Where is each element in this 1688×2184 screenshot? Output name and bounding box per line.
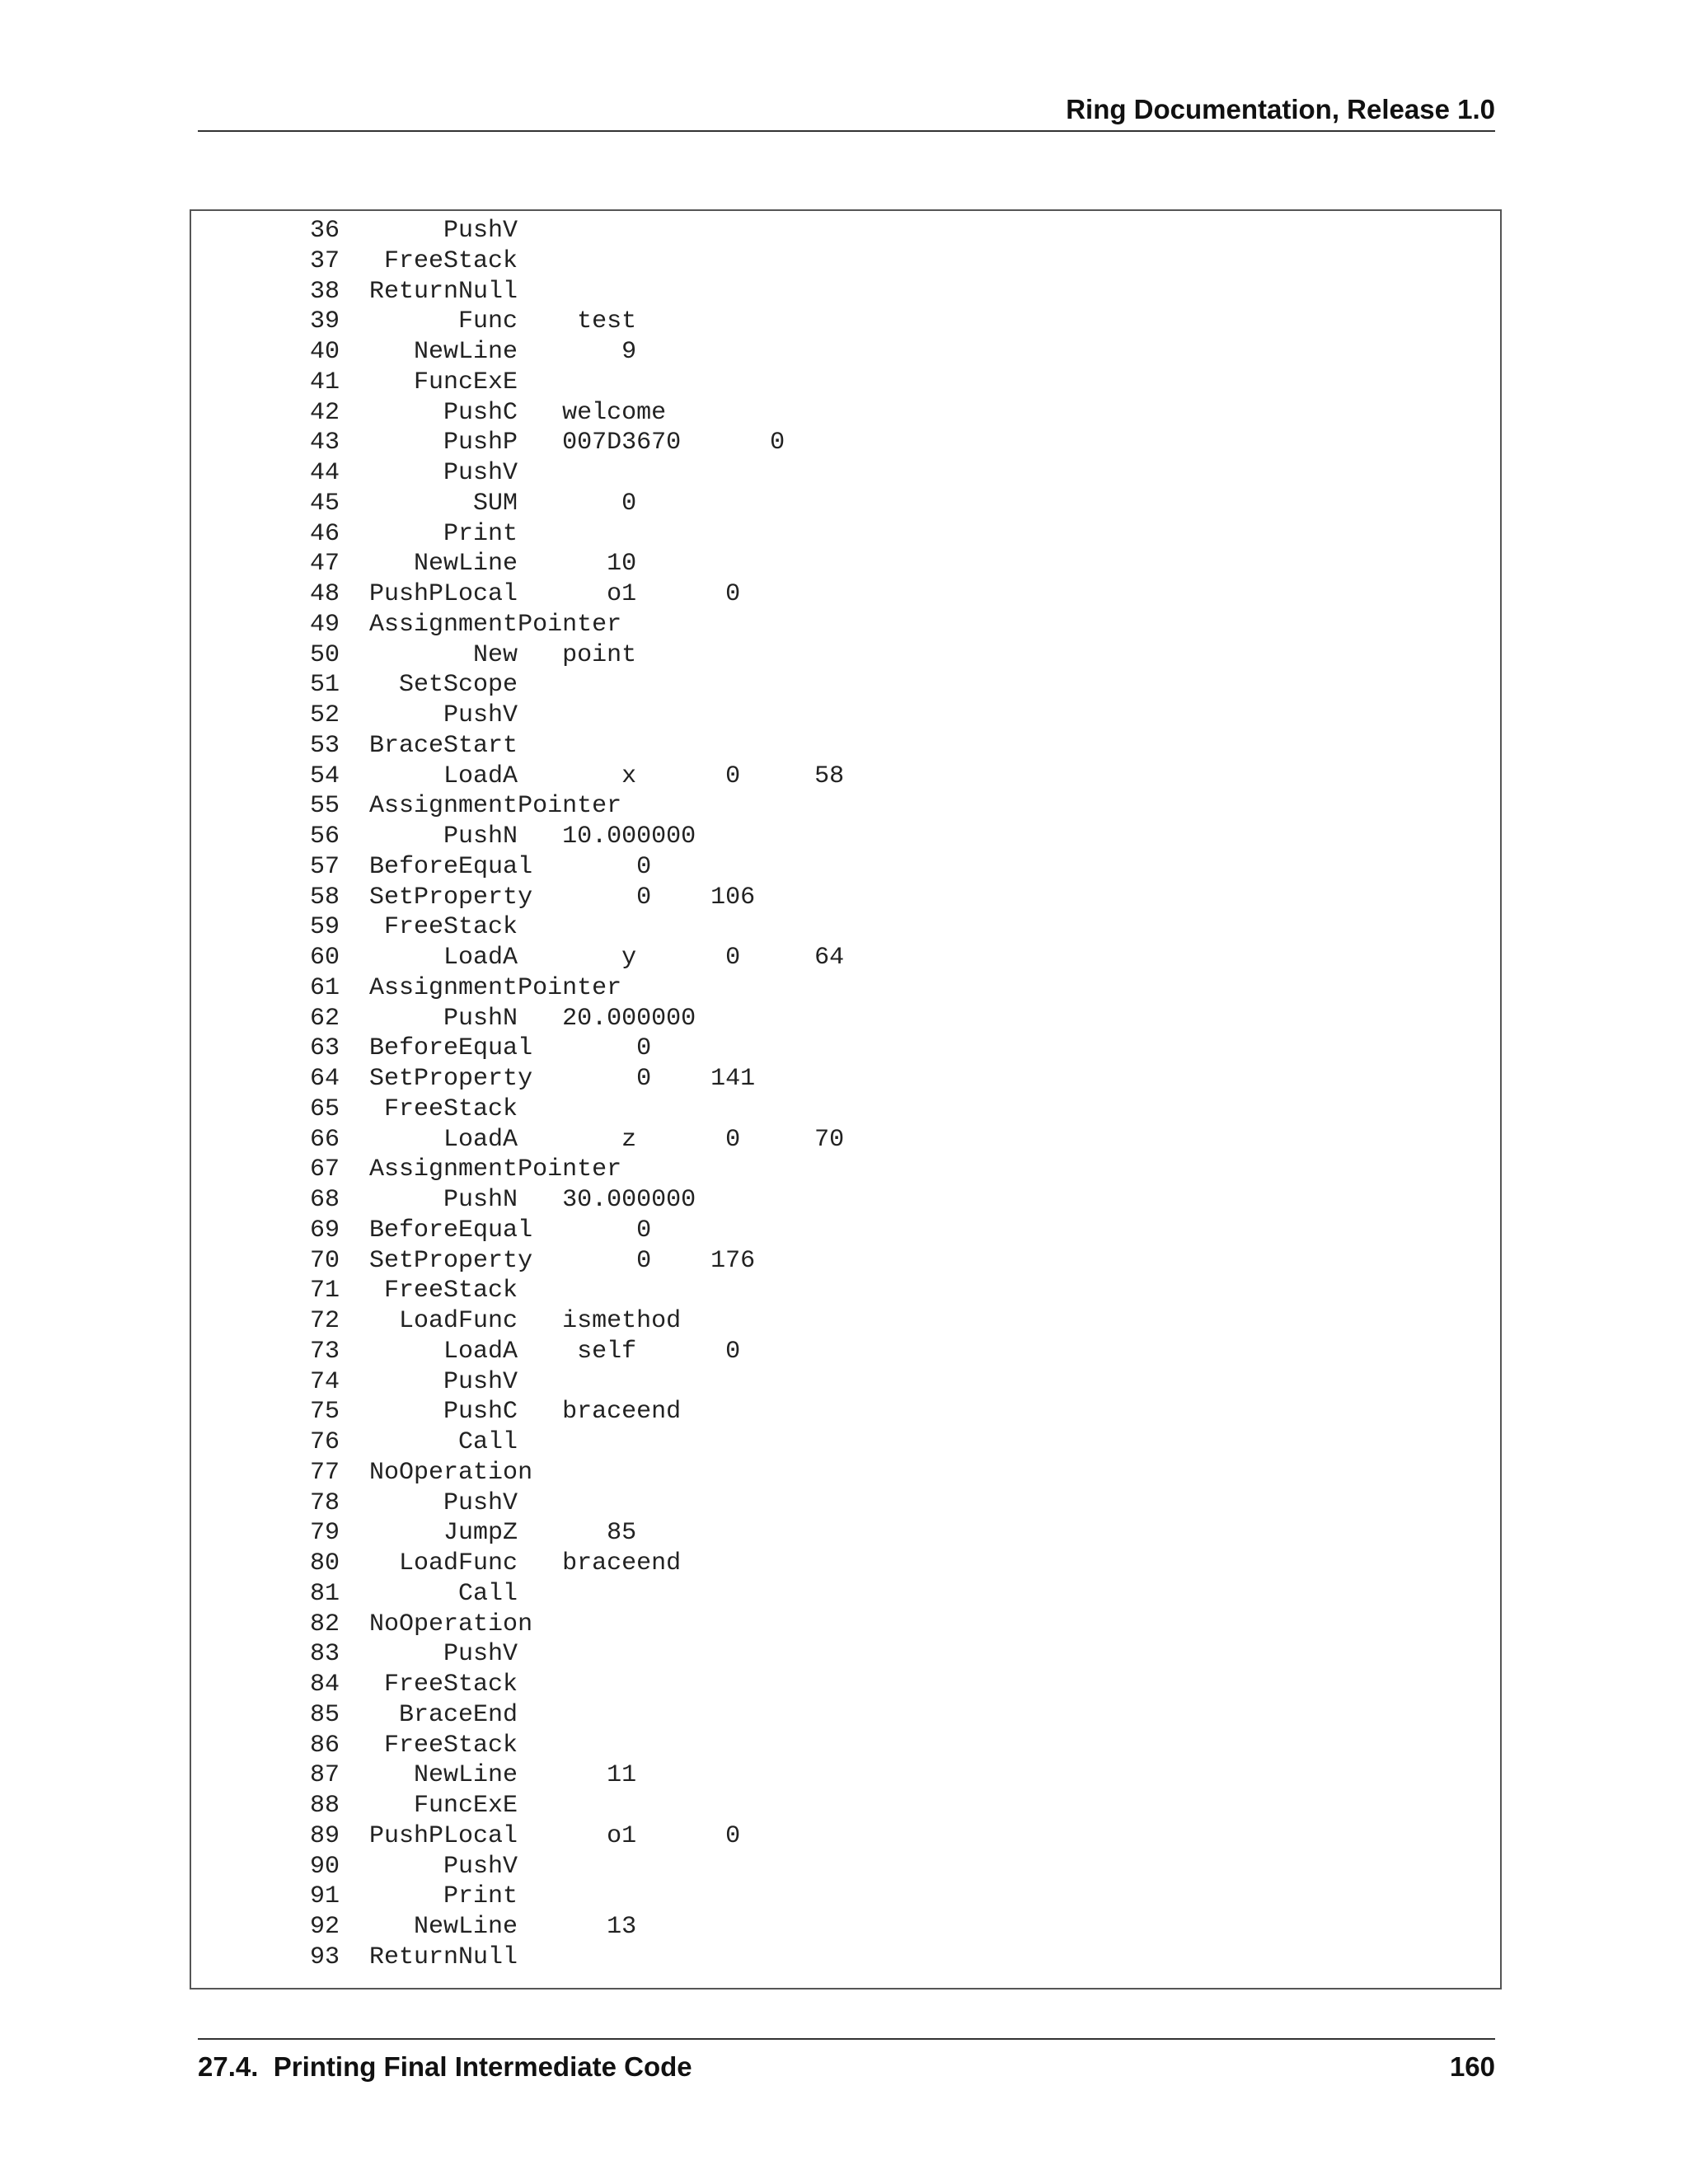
code-line: 36 PushV [191,217,518,245]
code-line: 75 PushC braceend [191,1398,682,1427]
code-line: 66 LoadA z 0 70 [191,1125,845,1154]
code-line: 45 SUM 0 [191,489,637,518]
code-line: 73 LoadA self 0 [191,1337,741,1366]
code-line: 43 PushP 007D3670 0 [191,429,785,457]
code-line: 64 SetProperty 0 141 [191,1065,756,1093]
code-line: 68 PushN 30.000000 [191,1186,696,1214]
code-line: 79 JumpZ 85 [191,1519,637,1548]
code-line: 57 BeforeEqual 0 [191,852,652,881]
code-line: 49 AssignmentPointer [191,610,622,639]
code-line: 42 PushC welcome [191,398,667,427]
page-header [198,89,1495,132]
code-line: 61 AssignmentPointer [191,973,622,1002]
code-line: 87 NewLine 11 [191,1761,637,1790]
code-line: 78 PushV [191,1488,518,1517]
page-footer [198,2038,1495,2089]
code-line: 83 PushV [191,1640,518,1669]
document-title: Ring Documentation, Release 1.0 [1066,94,1495,124]
code-line: 58 SetProperty 0 106 [191,883,756,912]
code-line: 38 ReturnNull [191,277,518,306]
code-line: 53 BraceStart [191,731,518,760]
code-line: 67 AssignmentPointer [191,1155,622,1184]
code-line: 40 NewLine 9 [191,338,637,366]
code-line: 74 PushV [191,1367,518,1396]
code-line: 59 FreeStack [191,913,518,942]
code-line: 39 Func test [191,307,637,336]
code-line: 56 PushN 10.000000 [191,823,696,851]
code-line: 93 ReturnNull [191,1943,518,1971]
code-line: 77 NoOperation [191,1458,533,1487]
code-line: 50 New point [191,640,637,669]
code-line: 70 SetProperty 0 176 [191,1246,756,1275]
code-line: 86 FreeStack [191,1731,518,1760]
code-line: 69 BeforeEqual 0 [191,1216,652,1244]
code-line: 81 Call [191,1579,518,1608]
code-line: 44 PushV [191,459,518,487]
code-line: 72 LoadFunc ismethod [191,1307,682,1335]
code-line: 47 NewLine 10 [191,550,637,579]
code-line: 54 LoadA x 0 58 [191,762,845,790]
code-line: 85 BraceEnd [191,1700,518,1729]
section-title: 27.4. Printing Final Intermediate Code [198,2051,692,2082]
code-line: 76 Call [191,1428,518,1456]
code-line: 52 PushV [191,701,518,729]
code-line: 91 Print [191,1882,518,1911]
page-number: 160 [1449,2051,1495,2082]
code-line: 65 FreeStack [191,1094,518,1123]
code-line: 90 PushV [191,1852,518,1881]
code-line: 51 SetScope [191,671,518,700]
code-line: 88 FuncExE [191,1792,518,1820]
code-line: 48 PushPLocal o1 0 [191,580,741,608]
code-line: 80 LoadFunc braceend [191,1549,682,1577]
code-line: 62 PushN 20.000000 [191,1004,696,1033]
code-line: 46 Print [191,519,518,548]
code-line: 89 PushPLocal o1 0 [191,1821,741,1850]
code-line: 63 BeforeEqual 0 [191,1034,652,1063]
code-line: 92 NewLine 13 [191,1913,637,1941]
code-block [190,209,1502,1990]
code-line: 55 AssignmentPointer [191,792,622,821]
code-line: 84 FreeStack [191,1671,518,1699]
code-line: 60 LoadA y 0 64 [191,944,845,972]
code-line: 71 FreeStack [191,1277,518,1305]
code-lines [191,216,844,1973]
code-line: 82 NoOperation [191,1610,533,1638]
code-line: 41 FuncExE [191,368,518,396]
code-line: 37 FreeStack [191,246,518,275]
